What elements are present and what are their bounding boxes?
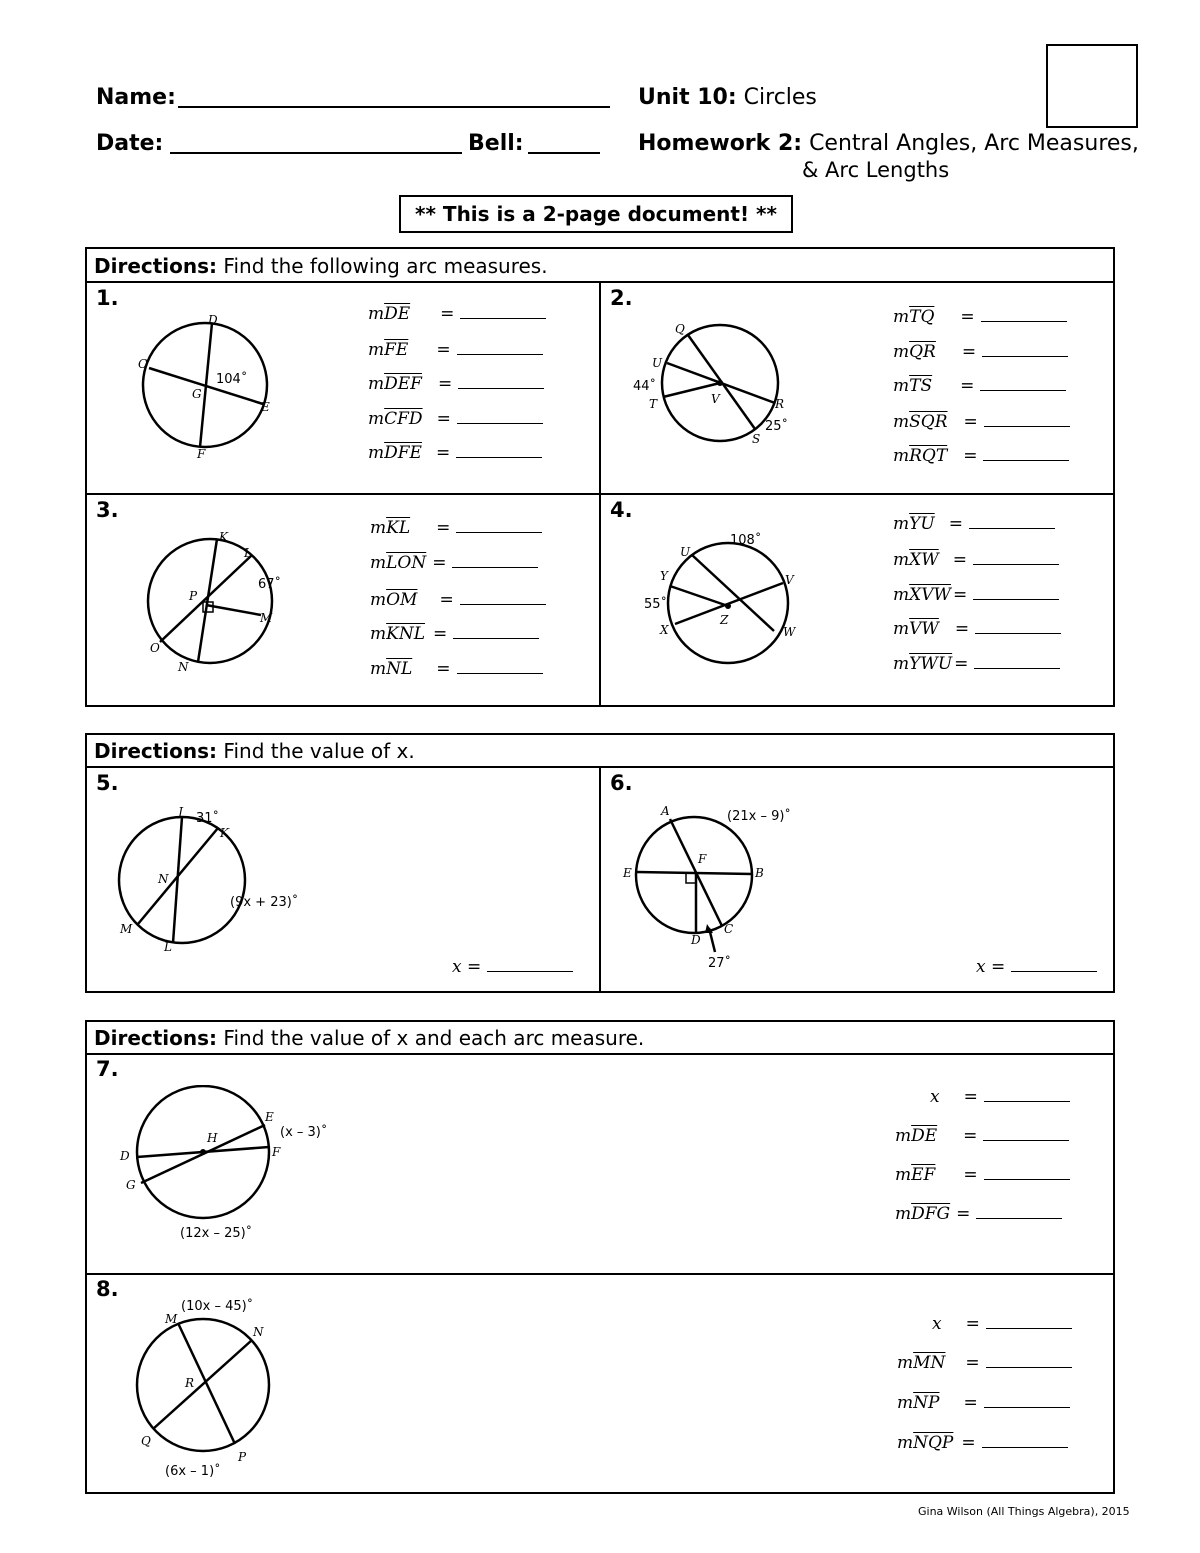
p4-arc-XW: $m\overline{XW}$ = bbox=[893, 550, 1059, 570]
point-F: F bbox=[698, 852, 707, 866]
p3-arc-LON: $m\overline{LON}$ = bbox=[370, 553, 538, 573]
problem-6-diagram bbox=[615, 800, 815, 975]
p3-arc-KL: $m\overline{KL}$ = bbox=[370, 518, 542, 538]
p1-arc-DE: $m\overline{DE}$ = bbox=[368, 304, 546, 324]
problem-5-diagram bbox=[110, 800, 330, 960]
problem-7-diagram bbox=[110, 1085, 370, 1245]
p1-arc-CFD: $m\overline{CFD}$ = bbox=[368, 409, 543, 429]
score-box bbox=[1046, 44, 1138, 128]
p1-arc-DEF: $m\overline{DEF}$ = bbox=[368, 374, 544, 394]
p4-arc-VW: $m\overline{VW}$ = bbox=[893, 619, 1061, 639]
point-R: R bbox=[185, 1376, 195, 1390]
point-K: K bbox=[220, 826, 229, 840]
p4-arc-YU: $m\overline{YU}$ = bbox=[893, 514, 1055, 534]
p2-arc-SQR: $m\overline{SQR}$ = bbox=[893, 412, 1070, 432]
point-G: G bbox=[192, 387, 202, 401]
date-label: Date: bbox=[96, 131, 164, 156]
point-D: D bbox=[691, 933, 701, 947]
point-E: E bbox=[261, 400, 270, 414]
p2-arc-RQT: $m\overline{RQT}$ = bbox=[893, 446, 1069, 466]
problem-3-diagram bbox=[140, 528, 300, 678]
point-Q: Q bbox=[141, 1434, 151, 1448]
problem-6-number: 6. bbox=[610, 771, 633, 795]
p2-arc-TS: $m\overline{TS}$ = bbox=[893, 376, 1066, 396]
point-F: F bbox=[272, 1145, 281, 1159]
point-D: D bbox=[208, 313, 218, 327]
problem-7-number: 7. bbox=[96, 1057, 119, 1081]
problem-8-diagram bbox=[125, 1290, 325, 1480]
point-N: N bbox=[253, 1325, 264, 1339]
notice-box bbox=[399, 195, 793, 233]
angle-108: 108˚ bbox=[730, 533, 762, 548]
point-V: V bbox=[785, 573, 794, 587]
section-2-directions: Directions: Find the value of x. bbox=[94, 739, 415, 763]
p7-arc-EF: $m\overline{EF}$ = bbox=[895, 1165, 1070, 1185]
date-field[interactable] bbox=[170, 136, 462, 154]
point-U: U bbox=[680, 545, 691, 559]
problem-4-number: 4. bbox=[610, 498, 633, 522]
p7-arc-DE: $m\overline{DE}$ = bbox=[895, 1126, 1069, 1146]
name-label: Name: bbox=[96, 85, 176, 110]
point-N: N bbox=[178, 660, 189, 674]
angle-67: 67˚ bbox=[258, 577, 282, 592]
angle-10x45: (10x – 45)˚ bbox=[181, 1299, 254, 1314]
bell-label: Bell: bbox=[468, 131, 524, 156]
point-B: B bbox=[755, 866, 764, 880]
point-P: P bbox=[189, 589, 198, 603]
p8-arc-NQP: $m\overline{NQP}$ = bbox=[897, 1433, 1068, 1453]
problem-2-number: 2. bbox=[610, 286, 633, 310]
point-F: F bbox=[197, 447, 206, 461]
point-N: N bbox=[158, 872, 169, 886]
problem-1-number: 1. bbox=[96, 286, 119, 310]
point-W: W bbox=[783, 625, 796, 639]
homework-title: Homework 2: Central Angles, Arc Measures, bbox=[638, 131, 1139, 156]
section-3-directions: Directions: Find the value of x and each arc measure. bbox=[94, 1026, 645, 1050]
point-P: P bbox=[238, 1450, 247, 1464]
name-field[interactable] bbox=[178, 90, 610, 108]
footer-credit: Gina Wilson (All Things Algebra), 2015 bbox=[918, 1505, 1130, 1518]
section-1-directions: Directions: Find the following arc measures. bbox=[94, 254, 548, 278]
angle-25: 25˚ bbox=[765, 419, 789, 434]
p2-arc-QR: $m\overline{QR}$ = bbox=[893, 342, 1068, 362]
p3-arc-OM: $m\overline{OM}$ = bbox=[370, 590, 546, 610]
p8-arc-MN: $m\overline{MN}$ = bbox=[897, 1353, 1072, 1373]
angle-12x25: (12x – 25)˚ bbox=[180, 1226, 253, 1241]
problem-4-diagram bbox=[640, 528, 810, 668]
p4-arc-YWU: $m\overline{YWU}$ = bbox=[893, 654, 1060, 674]
point-G: G bbox=[126, 1178, 136, 1192]
notice-text: ** This is a 2-page document! ** bbox=[415, 202, 777, 226]
point-Y: Y bbox=[660, 569, 668, 583]
point-L: L bbox=[164, 940, 172, 954]
angle-9x23: (9x + 23)˚ bbox=[230, 895, 299, 910]
point-K: K bbox=[219, 530, 228, 544]
p1-arc-FE: $m\overline{FE}$ = bbox=[368, 340, 543, 360]
angle-label: 104˚ bbox=[216, 372, 248, 387]
p3-arc-NL: $m\overline{NL}$ = bbox=[370, 659, 543, 679]
point-Z: Z bbox=[720, 613, 729, 627]
point-Q: Q bbox=[675, 322, 685, 336]
problem-1-diagram bbox=[130, 305, 290, 465]
point-M: M bbox=[260, 611, 273, 625]
problem-8-number: 8. bbox=[96, 1277, 119, 1301]
unit-title: Unit 10: Circles bbox=[638, 85, 817, 110]
point-E: E bbox=[265, 1110, 274, 1124]
angle-x3: (x – 3)˚ bbox=[280, 1125, 328, 1140]
point-M: M bbox=[165, 1312, 178, 1326]
point-J: J bbox=[178, 805, 183, 819]
p7-x: x = bbox=[930, 1087, 1070, 1107]
point-V: V bbox=[711, 392, 720, 406]
p4-arc-XVW: $m\overline{XVW}$ = bbox=[893, 585, 1059, 605]
angle-55: 55˚ bbox=[644, 597, 668, 612]
p3-arc-KNL: $m\overline{KNL}$ = bbox=[370, 624, 539, 644]
problem-2-diagram bbox=[625, 315, 805, 450]
point-D: D bbox=[120, 1149, 130, 1163]
p1-arc-DFE: $m\overline{DFE}$ = bbox=[368, 443, 542, 463]
p8-arc-NP: $m\overline{NP}$ = bbox=[897, 1393, 1070, 1413]
angle-21x9: (21x – 9)˚ bbox=[727, 809, 791, 824]
angle-27: 27˚ bbox=[708, 956, 732, 971]
problem-3-number: 3. bbox=[96, 498, 119, 522]
point-E: E bbox=[623, 866, 632, 880]
angle-6x1: (6x – 1)˚ bbox=[165, 1464, 221, 1479]
homework-subtitle: & Arc Lengths bbox=[802, 158, 950, 182]
p5-answer: x = bbox=[452, 957, 573, 977]
point-R: R bbox=[775, 397, 785, 411]
point-L: L bbox=[244, 546, 252, 560]
angle-31: 31˚ bbox=[196, 811, 220, 826]
p7-arc-DFG: $m\overline{DFG}$ = bbox=[895, 1204, 1062, 1224]
point-H: H bbox=[207, 1131, 218, 1145]
p8-x: x = bbox=[932, 1314, 1072, 1334]
point-A: A bbox=[661, 804, 670, 818]
bell-field[interactable] bbox=[528, 136, 600, 154]
point-U: U bbox=[652, 356, 663, 370]
point-S: S bbox=[752, 432, 761, 446]
problem-5-number: 5. bbox=[96, 771, 119, 795]
p6-answer: x = bbox=[976, 957, 1097, 977]
point-X: X bbox=[660, 623, 669, 637]
point-C: C bbox=[138, 357, 148, 371]
point-T: T bbox=[649, 397, 658, 411]
point-O: O bbox=[150, 641, 160, 655]
p2-arc-TQ: $m\overline{TQ}$ = bbox=[893, 307, 1067, 327]
angle-44: 44˚ bbox=[633, 379, 657, 394]
point-C: C bbox=[724, 922, 734, 936]
point-M: M bbox=[120, 922, 133, 936]
